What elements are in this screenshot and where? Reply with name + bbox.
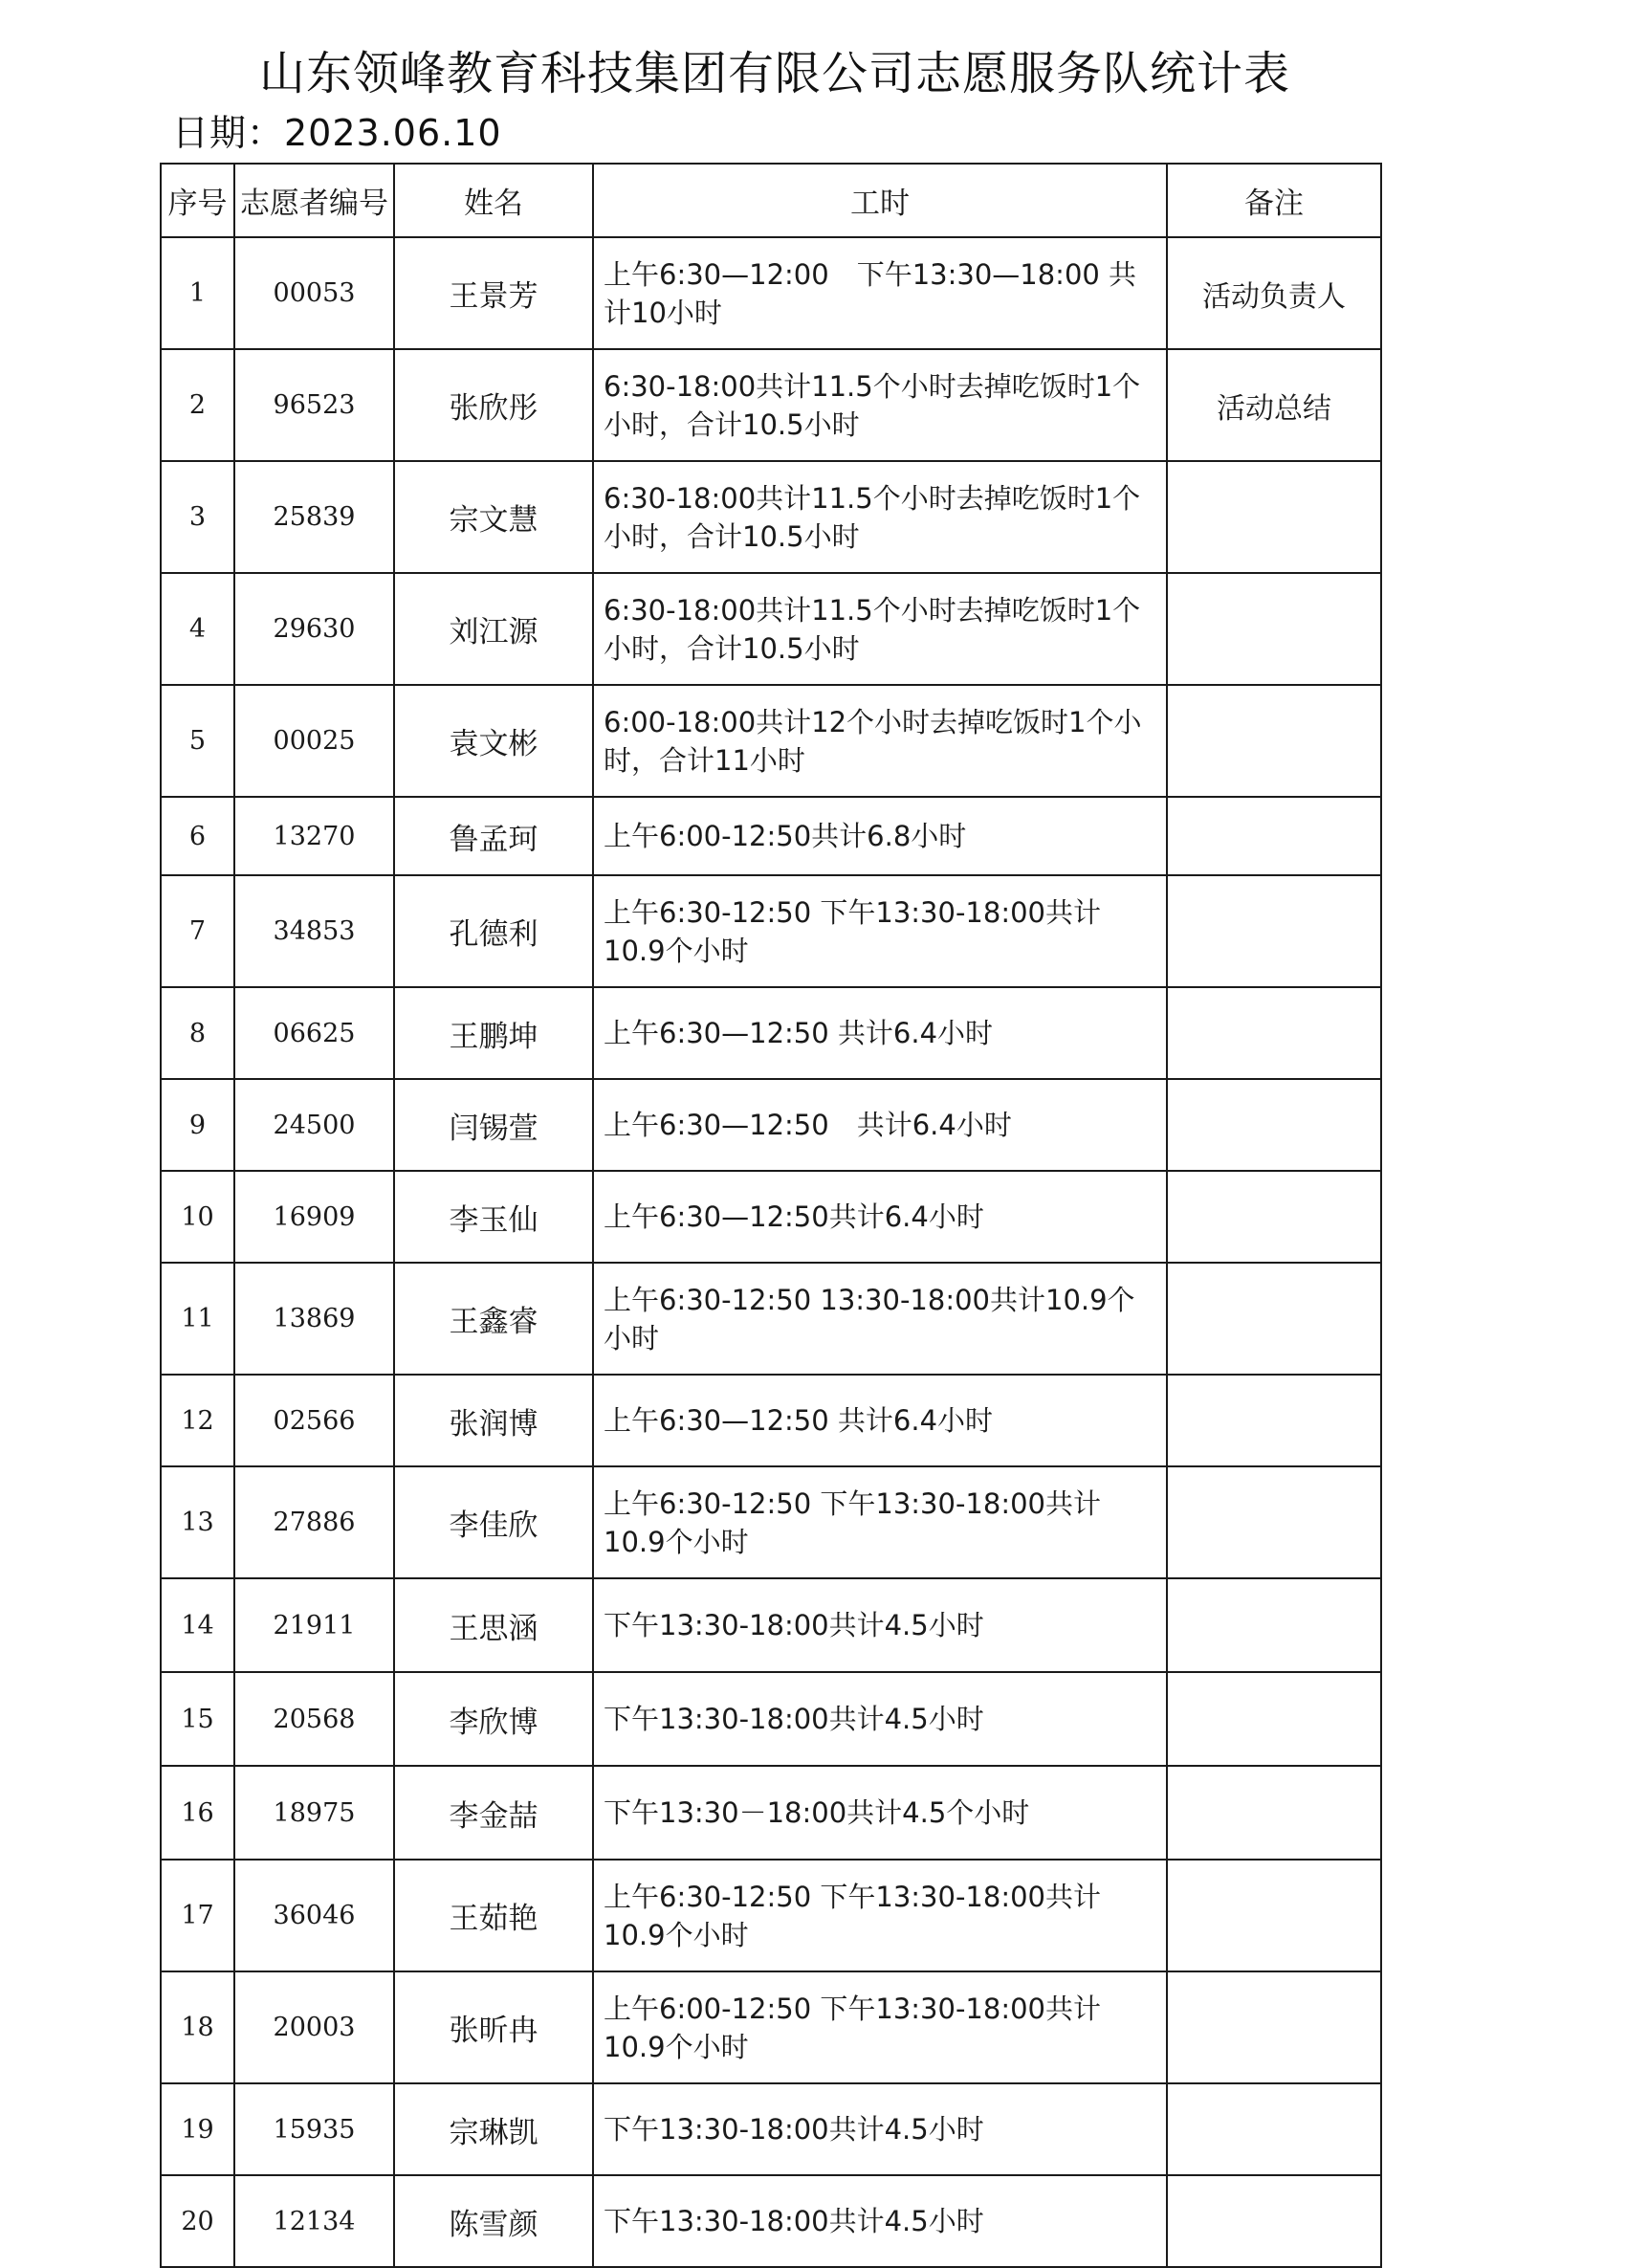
cell-seq: 14: [161, 1578, 234, 1672]
header-volunteer-id: 志愿者编号: [234, 164, 394, 237]
cell-name: 陈雪颜: [394, 2175, 593, 2267]
cell-hours: 上午6:30—12:50 共计6.4小时: [593, 1375, 1167, 1466]
cell-volunteer-id: 12134: [234, 2175, 394, 2267]
cell-name: 袁文彬: [394, 685, 593, 797]
cell-volunteer-id: 20568: [234, 1672, 394, 1766]
cell-volunteer-id: 15935: [234, 2083, 394, 2175]
cell-note: [1167, 1079, 1381, 1171]
cell-volunteer-id: 00053: [234, 237, 394, 349]
cell-name: 李佳欣: [394, 1466, 593, 1578]
table-row: [161, 987, 1381, 1079]
cell-note: [1167, 797, 1381, 875]
cell-volunteer-id: 29630: [234, 573, 394, 685]
cell-note: [1167, 1263, 1381, 1375]
cell-seq: 10: [161, 1171, 234, 1263]
cell-hours: 下午13:30-18:00共计4.5小时: [593, 1672, 1167, 1766]
cell-note: 活动负责人: [1167, 237, 1381, 349]
cell-name: 李玉仙: [394, 1171, 593, 1263]
cell-hours: 下午13:30-18:00共计4.5小时: [593, 1578, 1167, 1672]
cell-volunteer-id: 24500: [234, 1079, 394, 1171]
cell-name: 刘江源: [394, 573, 593, 685]
cell-hours: 下午13:30-18:00共计4.5小时: [593, 2083, 1167, 2175]
table-row: [161, 1578, 1381, 1672]
table-row: [161, 1375, 1381, 1466]
cell-seq: 1: [161, 237, 234, 349]
cell-hours: 上午6:30—12:50 共计6.4小时: [593, 1079, 1167, 1171]
header-hours: 工时: [593, 164, 1167, 237]
table-row: [161, 1860, 1381, 1971]
cell-seq: 12: [161, 1375, 234, 1466]
cell-note: [1167, 1171, 1381, 1263]
cell-volunteer-id: 20003: [234, 1971, 394, 2083]
table-row: [161, 237, 1381, 349]
cell-hours: 上午6:00-12:50共计6.8小时: [593, 797, 1167, 875]
cell-hours: 6:30-18:00共计11.5个小时去掉吃饭时1个小时，合计10.5小时: [593, 349, 1167, 461]
table-row: [161, 1672, 1381, 1766]
cell-hours: 6:30-18:00共计11.5个小时去掉吃饭时1个小时，合计10.5小时: [593, 461, 1167, 573]
cell-seq: 11: [161, 1263, 234, 1375]
cell-name: 王茹艳: [394, 1860, 593, 1971]
cell-hours: 上午6:30-12:50 13:30-18:00共计10.9个小时: [593, 1263, 1167, 1375]
table-row: [161, 875, 1381, 987]
cell-note: [1167, 1375, 1381, 1466]
cell-hours: 下午13:30－18:00共计4.5个小时: [593, 1766, 1167, 1860]
cell-note: 活动总结: [1167, 349, 1381, 461]
table-row: [161, 1766, 1381, 1860]
table-row: [161, 797, 1381, 875]
cell-note: [1167, 987, 1381, 1079]
cell-volunteer-id: 27886: [234, 1466, 394, 1578]
cell-volunteer-id: 13869: [234, 1263, 394, 1375]
cell-name: 孔德利: [394, 875, 593, 987]
cell-hours: 6:00-18:00共计12个小时去掉吃饭时1个小时，合计11小时: [593, 685, 1167, 797]
cell-hours: 上午6:30—12:50 共计6.4小时: [593, 987, 1167, 1079]
cell-seq: 9: [161, 1079, 234, 1171]
cell-seq: 6: [161, 797, 234, 875]
cell-note: [1167, 685, 1381, 797]
cell-name: 李金喆: [394, 1766, 593, 1860]
cell-volunteer-id: 25839: [234, 461, 394, 573]
cell-hours: 上午6:30-12:50 下午13:30-18:00共计10.9个小时: [593, 1466, 1167, 1578]
cell-note: [1167, 461, 1381, 573]
cell-note: [1167, 1466, 1381, 1578]
cell-seq: 18: [161, 1971, 234, 2083]
cell-hours: 上午6:30-12:50 下午13:30-18:00共计10.9个小时: [593, 1860, 1167, 1971]
cell-seq: 13: [161, 1466, 234, 1578]
table-row: [161, 573, 1381, 685]
cell-seq: 7: [161, 875, 234, 987]
cell-hours: 上午6:30—12:00 下午13:30—18:00 共计10小时: [593, 237, 1167, 349]
cell-volunteer-id: 00025: [234, 685, 394, 797]
volunteer-table: [160, 163, 1382, 2268]
cell-seq: 8: [161, 987, 234, 1079]
cell-seq: 15: [161, 1672, 234, 1766]
cell-seq: 3: [161, 461, 234, 573]
cell-note: [1167, 1672, 1381, 1766]
cell-name: 王景芳: [394, 237, 593, 349]
table-row: [161, 461, 1381, 573]
page-title: 山东领峰教育科技集团有限公司志愿服务队统计表: [258, 47, 1290, 100]
cell-note: [1167, 2175, 1381, 2267]
cell-name: 王思涵: [394, 1578, 593, 1672]
cell-volunteer-id: 34853: [234, 875, 394, 987]
cell-volunteer-id: 16909: [234, 1171, 394, 1263]
cell-name: 张昕冉: [394, 1971, 593, 2083]
cell-seq: 2: [161, 349, 234, 461]
cell-seq: 20: [161, 2175, 234, 2267]
cell-hours: 下午13:30-18:00共计4.5小时: [593, 2175, 1167, 2267]
cell-volunteer-id: 21911: [234, 1578, 394, 1672]
table-row: [161, 1079, 1381, 1171]
cell-note: [1167, 1860, 1381, 1971]
cell-volunteer-id: 02566: [234, 1375, 394, 1466]
cell-note: [1167, 875, 1381, 987]
cell-volunteer-id: 36046: [234, 1860, 394, 1971]
table-row: [161, 1466, 1381, 1578]
cell-note: [1167, 2083, 1381, 2175]
cell-note: [1167, 1578, 1381, 1672]
cell-seq: 19: [161, 2083, 234, 2175]
table-row: [161, 1971, 1381, 2083]
table-row: [161, 1171, 1381, 1263]
cell-name: 张润博: [394, 1375, 593, 1466]
cell-volunteer-id: 18975: [234, 1766, 394, 1860]
cell-note: [1167, 1971, 1381, 2083]
cell-name: 宗琳凯: [394, 2083, 593, 2175]
header-note: 备注: [1167, 164, 1381, 237]
cell-note: [1167, 573, 1381, 685]
cell-name: 王鹏坤: [394, 987, 593, 1079]
table-header-row: [161, 164, 1381, 237]
cell-name: 宗文慧: [394, 461, 593, 573]
cell-name: 王鑫睿: [394, 1263, 593, 1375]
cell-seq: 5: [161, 685, 234, 797]
cell-seq: 4: [161, 573, 234, 685]
cell-name: 张欣彤: [394, 349, 593, 461]
cell-name: 李欣博: [394, 1672, 593, 1766]
cell-seq: 16: [161, 1766, 234, 1860]
table-row: [161, 1263, 1381, 1375]
header-seq: 序号: [161, 164, 234, 237]
cell-hours: 上午6:00-12:50 下午13:30-18:00共计10.9个小时: [593, 1971, 1167, 2083]
table-row: [161, 349, 1381, 461]
cell-name: 鲁孟珂: [394, 797, 593, 875]
cell-seq: 17: [161, 1860, 234, 1971]
cell-volunteer-id: 13270: [234, 797, 394, 875]
table-row: [161, 685, 1381, 797]
cell-volunteer-id: 96523: [234, 349, 394, 461]
cell-hours: 6:30-18:00共计11.5个小时去掉吃饭时1个小时，合计10.5小时: [593, 573, 1167, 685]
table-row: [161, 2175, 1381, 2267]
table-row: [161, 2083, 1381, 2175]
cell-volunteer-id: 06625: [234, 987, 394, 1079]
cell-hours: 上午6:30-12:50 下午13:30-18:00共计10.9个小时: [593, 875, 1167, 987]
report-date: 日期：2023.06.10: [172, 112, 502, 154]
cell-hours: 上午6:30—12:50共计6.4小时: [593, 1171, 1167, 1263]
cell-note: [1167, 1766, 1381, 1860]
cell-name: 闫锡萱: [394, 1079, 593, 1171]
header-name: 姓名: [394, 164, 593, 237]
